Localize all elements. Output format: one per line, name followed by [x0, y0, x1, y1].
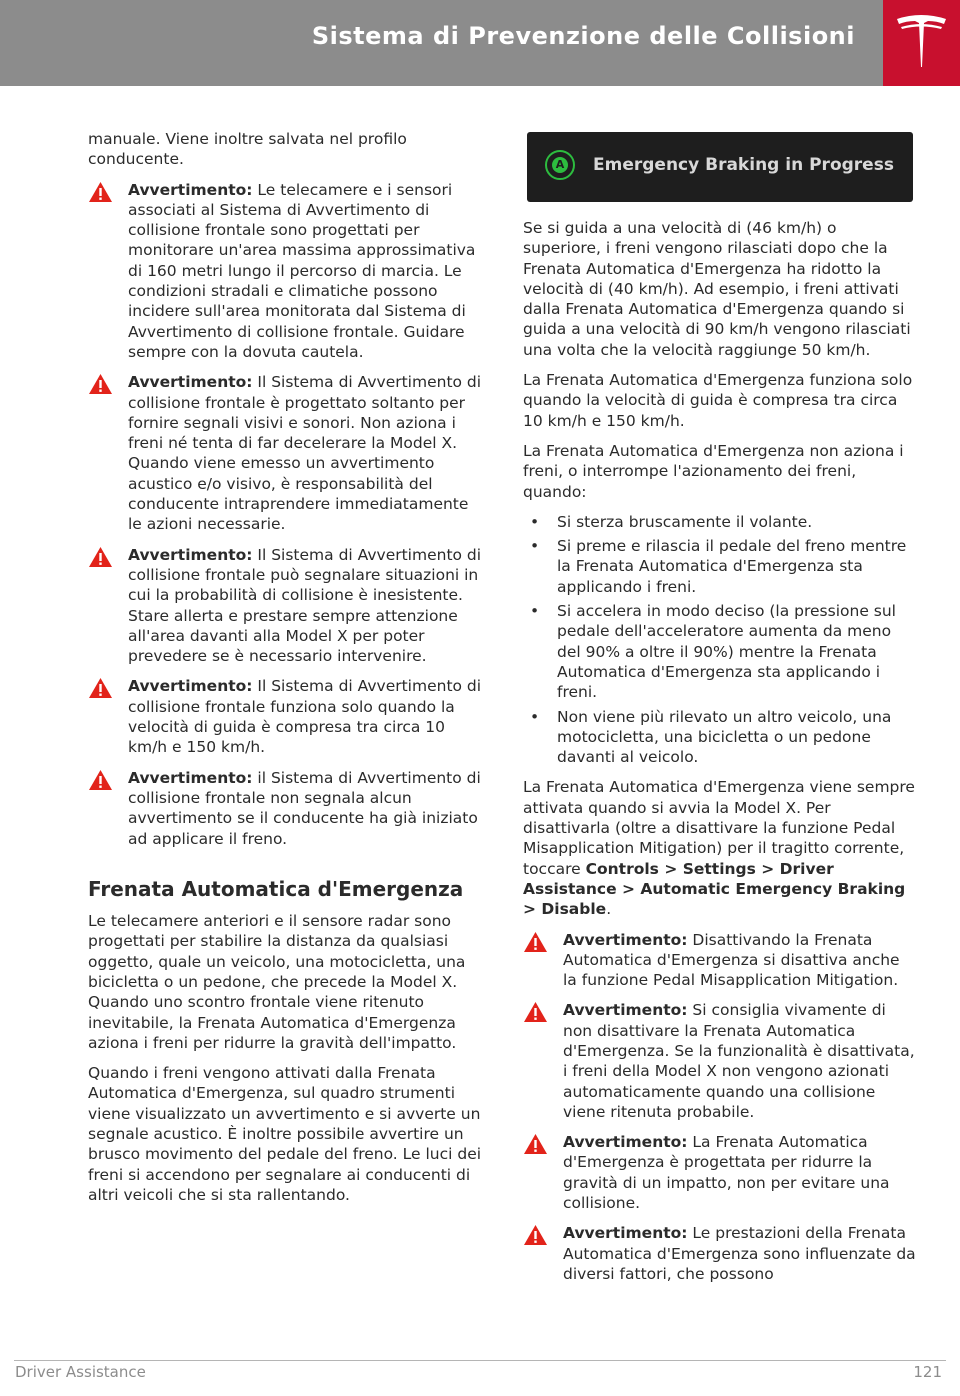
condition-list	[523, 512, 918, 768]
menu-path-disable: Disable	[541, 900, 607, 919]
warning-block	[523, 930, 918, 991]
warning-triangle-icon	[523, 1133, 548, 1155]
list-item-text: Si sterza bruscamente il volante.	[557, 512, 813, 531]
warning-text: Il Sistema di Avvertimento di collisione frontale funziona solo quando la velocità di guida è compresa tra circa 10 km/h e 150 km/h.	[128, 677, 482, 757]
menu-path-separator: >	[658, 859, 683, 878]
menu-path-controls: Controls	[585, 859, 659, 878]
warning-block	[88, 676, 483, 757]
body-paragraph: Se si guida a una velocità di (46 km/h) o superiore, i freni vengono rilasciati dopo che la Frenata Automatica d'Emergenza ha ridotto la velocità di (40 km/h). Ad esempio, i freni attivati dalla Frenata Automatica d'Emergenza quando si guida a una velocità di 90 km/h vengono rilasciati una volta che la velocità raggiunge 50 km/h.	[523, 219, 911, 359]
footer-section: Driver Assistance	[15, 1363, 146, 1381]
warning-text: Si consiglia vivamente di non disattivare la Frenata Automatica d'Emergenza. Se la funzionalità è disattivata, i freni della Model X non vengono azionati automaticamente quando una collisione viene ritenuta probabile.	[563, 1001, 915, 1121]
warning-triangle-icon	[88, 769, 113, 791]
section-heading: Frenata Automatica d'Emergenza	[88, 876, 464, 901]
list-item	[523, 707, 918, 768]
emergency-braking-banner	[527, 132, 913, 202]
body-paragraph: La Frenata Automatica d'Emergenza funziona solo quando la velocità di guida è compresa tra circa 10 km/h e 150 km/h.	[523, 371, 913, 430]
list-item	[523, 512, 918, 532]
warning-label: Avvertimento:	[128, 373, 253, 392]
warning-triangle-icon	[523, 1001, 548, 1023]
bullet-icon: •	[530, 602, 540, 621]
warning-block	[523, 1132, 918, 1213]
warning-block	[88, 768, 483, 849]
list-item-text: Si accelera in modo deciso (la pressione sul pedale dell'acceleratore aumenta da meno del 90% a oltre il 90%) mentre la Frenata Automatica d'Emergenza sta applicando i freni.	[557, 602, 896, 702]
warning-triangle-icon	[88, 373, 113, 395]
warning-triangle-icon	[523, 1224, 548, 1246]
warning-label: Avvertimento:	[128, 677, 253, 696]
disable-instructions	[523, 777, 918, 919]
body-paragraph: La Frenata Automatica d'Emergenza non aziona i freni, o interrompe l'azionamento dei freni, quando:	[523, 441, 904, 501]
menu-path-driver-assistance: Driver Assistance	[523, 859, 834, 898]
list-item-text: Si preme e rilascia il pedale del freno mentre la Frenata Automatica d'Emergenza sta applicando i freni.	[557, 537, 907, 596]
warning-label: Avvertimento:	[128, 545, 253, 564]
warning-block	[88, 180, 483, 363]
list-item	[523, 601, 918, 702]
list-item-text: Non viene più rilevato un altro veicolo, una motocicletta, una bicicletta o un pedone davanti al veicolo.	[557, 707, 892, 767]
warning-block	[523, 1000, 918, 1122]
page-number: 121	[913, 1363, 942, 1381]
warning-label: Avvertimento:	[128, 180, 253, 199]
left-column	[88, 129, 483, 1215]
body-paragraph: Le telecamere anteriori e il sensore radar sono progettati per stabilire la distanza da qualsiasi oggetto, quale un veicolo, una motocicletta, una bicicletta o un pedone, che precede la Model X. Quando uno scontro frontale viene ritenuto inevitabile, la Frenata Automatica d'Emergenza aziona i freni per ridurre la gravità dell'impatto.	[88, 912, 466, 1052]
warning-label: Avvertimento:	[563, 1224, 688, 1243]
menu-path-aeb: Automatic Emergency Braking	[640, 879, 906, 898]
warning-block	[523, 1223, 918, 1284]
bullet-icon: •	[530, 537, 540, 556]
aeb-status-icon	[545, 150, 575, 180]
right-column	[523, 218, 918, 1294]
warning-text: La Frenata Automatica d'Emergenza è progettata per ridurre la gravità di un impatto, non per evitare una collisione.	[563, 1133, 890, 1213]
menu-path-separator: >	[755, 859, 780, 878]
page-title: Sistema di Prevenzione delle Collisioni	[311, 22, 855, 50]
warning-triangle-icon	[523, 931, 548, 953]
banner-text: Emergency Braking in Progress	[593, 155, 894, 175]
tesla-logo-icon	[895, 13, 948, 69]
bullet-icon: •	[530, 707, 540, 726]
intro-text: manuale. Viene inoltre salvata nel profilo conducente.	[88, 130, 407, 169]
warning-text: Il Sistema di Avvertimento di collisione frontale può segnalare situazioni in cui la probabilità di collisione è inesistente. Stare allerta e prestare sempre attenzione all'area davanti alla Model X per poter prevedere se è necessario intervenire.	[128, 545, 482, 666]
warning-triangle-icon	[88, 181, 113, 203]
warning-text: Il Sistema di Avvertimento di collisione frontale è progettato soltanto per fornire segnali visivi e sonori. Non aziona i freni né tenta di far decelerare la Model X. Quando viene emesso un avvertimento acustico e/o visivo, è responsabilità del conducente intraprendere immediatamente le azioni necessarie.	[128, 373, 482, 534]
warning-block	[88, 545, 483, 667]
warning-text: Le prestazioni della Frenata Automatica d'Emergenza sono influenzate da diversi fattori, che possono	[563, 1224, 916, 1283]
warning-triangle-icon	[88, 546, 113, 568]
brand-logo	[883, 0, 960, 86]
menu-path-settings: Settings	[682, 859, 756, 878]
disable-text: La Frenata Automatica d'Emergenza viene sempre attivata quando si avvia la Model X. Per disattivarla (oltre a disattivare la funzione Pedal Misapplication Mitigation) per il tragitto corrente, toccare	[523, 778, 915, 878]
warning-text: il Sistema di Avvertimento di collisione frontale non segnala alcun avvertimento se il conducente ha già iniziato ad applicare il freno.	[128, 768, 481, 848]
warning-text: Disattivando la Frenata Automatica d'Emergenza si disattiva anche la funzione Pedal Misapplication Mitigation.	[563, 930, 900, 990]
sentence-end: .	[606, 900, 612, 919]
footer-divider	[14, 1360, 946, 1361]
warning-label: Avvertimento:	[563, 930, 688, 949]
list-item	[523, 536, 918, 597]
menu-path-separator: >	[616, 879, 641, 898]
warning-triangle-icon	[88, 677, 113, 699]
body-paragraph: Quando i freni vengono attivati dalla Frenata Automatica d'Emergenza, sul quadro strumenti viene visualizzato un avvertimento e si avverte un segnale acustico. È inoltre possibile avvertire un brusco movimento del pedale del freno. Le luci dei freni si accendono per segnalare ai conducenti di altri veicoli che si sta rallentando.	[88, 1064, 482, 1204]
bullet-icon: •	[530, 512, 540, 531]
menu-path-separator: >	[523, 900, 542, 919]
warning-label: Avvertimento:	[128, 768, 253, 787]
warning-block	[88, 372, 483, 534]
aeb-badge-letter: A	[552, 157, 568, 173]
page-header	[0, 0, 883, 86]
warning-label: Avvertimento:	[563, 1001, 688, 1020]
warning-text: Le telecamere e i sensori associati al Sistema di Avvertimento di collisione frontale sono progettati per monitorare un'area massima approssimativa di 160 metri lungo il percorso di marcia. Le condizioni stradali e climatiche possono incidere sull'area monitorata dal Sistema di Avvertimento di collisione frontale. Guidare sempre con la dovuta cautela.	[128, 180, 476, 361]
warning-label: Avvertimento:	[563, 1133, 688, 1152]
